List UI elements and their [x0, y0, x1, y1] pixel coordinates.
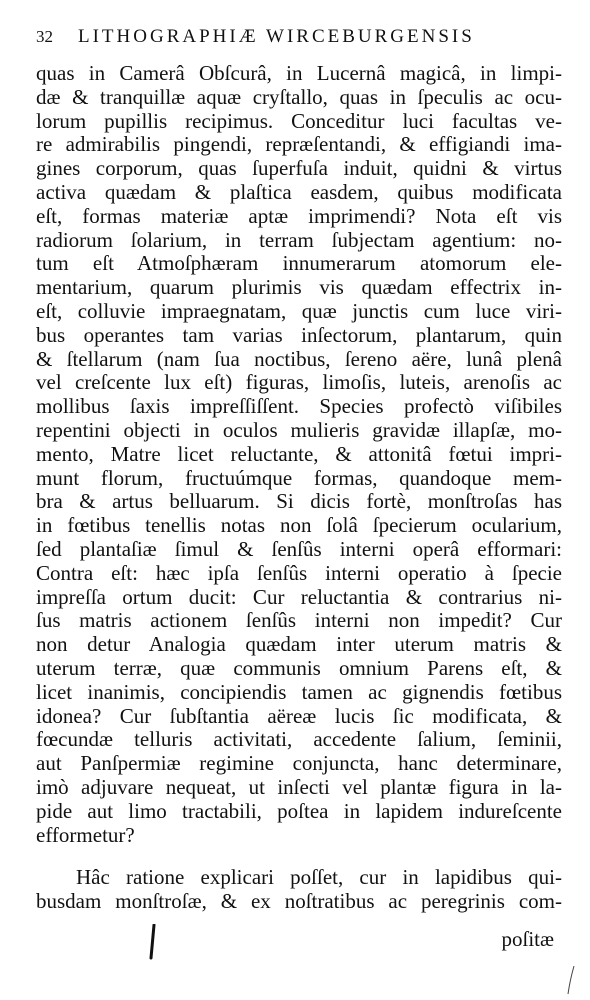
text-line: fœcundæ telluris activitati, accedente ſalium, ſeminii, — [36, 728, 562, 752]
edge-mark — [566, 965, 576, 995]
text-line: mentarium, quarum plurimis vis quædam effectrix in- — [36, 276, 562, 300]
text-line: ſus matris actionem ſenſûs interni non impedit? Cur — [36, 609, 562, 633]
text-line: idonea? Cur ſubſtantia aëreæ lucis ſic modificata, & — [36, 704, 562, 728]
text-line: licet inanimis, concipiendis tamen ac gignendis fœtibus — [36, 680, 562, 704]
paragraph-2 — [36, 866, 562, 914]
text-line: re admirabilis pingendi, repræſentandi, & effigiandi ima- — [36, 133, 562, 157]
text-line: repentini objecti in oculos mulieris gravidæ illapſæ, mo- — [36, 418, 562, 442]
text-line: tum eſt Atmoſphæram innumerarum atomorum ele- — [36, 252, 562, 276]
text-line: & ſtellarum (nam ſua noctibus, ſereno aëre, lunâ plenâ — [36, 347, 562, 371]
text-line: Hâc ratione explicari poſſet, cur in lapidibus qui- — [76, 866, 562, 889]
text-line: munt florum, fructuúmque formas, quandoque mem- — [36, 466, 562, 490]
text-line: Contra eſt: hæc ipſa ſenſûs interni operatio à ſpecie — [36, 561, 562, 585]
text-line: activa quædam & plaſtica easdem, quibus modificata — [36, 180, 562, 204]
text-line: radiorum ſolarium, in terram ſubjectam agentium: no- — [36, 228, 562, 252]
text-line: efformetur? — [36, 823, 135, 847]
text-line: bra & artus belluarum. Si dicis fortè, monſtroſas has — [36, 490, 562, 514]
text-line: aut Panſpermiæ regimine conjuncta, hanc determinare, — [36, 752, 562, 776]
text-line: non detur Analogia quædam inter uterum matris & — [36, 633, 562, 657]
paragraph-1 — [36, 62, 562, 847]
running-title: LITHOGRAPHIÆ WIRCEBURGENSIS — [78, 26, 475, 47]
text-line: eſt, formas materiæ aptæ imprimendi? Nota eſt vis — [36, 204, 562, 228]
page-number: 32 — [36, 27, 53, 46]
text-line: bus operantes tam varias inſectorum, plantarum, quin — [36, 323, 562, 347]
catchword: poſitæ — [501, 927, 554, 951]
text-line: uterum terræ, quæ communis omnium Parens eſt, & — [36, 656, 562, 680]
text-line: quas in Camerâ Obſcurâ, in Lucernâ magicâ, in limpi- — [36, 62, 562, 85]
running-head — [36, 26, 556, 48]
text-line: in fœtibus tenellis notas non ſolâ ſpecierum ocularium, — [36, 514, 562, 538]
text-line: eſt, colluvie impraegnatam, quæ junctis cum luce viri- — [36, 299, 562, 323]
ink-mark — [148, 924, 156, 960]
text-line: gines corporum, quas ſuperfuſa induit, quidni & virtus — [36, 157, 562, 181]
text-line: mollibus ſaxis impreſſiſſent. Species profectò viſibiles — [36, 395, 562, 419]
text-line: vel creſcente lux eſt) figuras, limoſis, luteis, arenoſis ac — [36, 371, 562, 395]
text-line: ſed plantaſiæ ſimul & ſenſûs interni operâ efformari: — [36, 537, 562, 561]
text-line: pide aut limo tractabili, poſtea in lapidem indureſcente — [36, 799, 562, 823]
text-line: lorum pupillis recipimus. Conceditur luci facultas ve- — [36, 109, 562, 133]
text-line: impreſſa ortum ducit: Cur reluctantia & contrarius ni- — [36, 585, 562, 609]
text-line: imò adjuvare nequeat, ut inſecti vel plantæ figura in la- — [36, 775, 562, 799]
text-line: busdam monſtroſæ, & ex noſtratibus ac peregrinis com- — [36, 889, 562, 913]
text-line: mento, Matre licet reluctante, & attonitâ fœtui impri- — [36, 442, 562, 466]
text-line: dæ & tranquillæ aquæ cryſtallo, quas in ſpeculis ac ocu- — [36, 85, 562, 109]
